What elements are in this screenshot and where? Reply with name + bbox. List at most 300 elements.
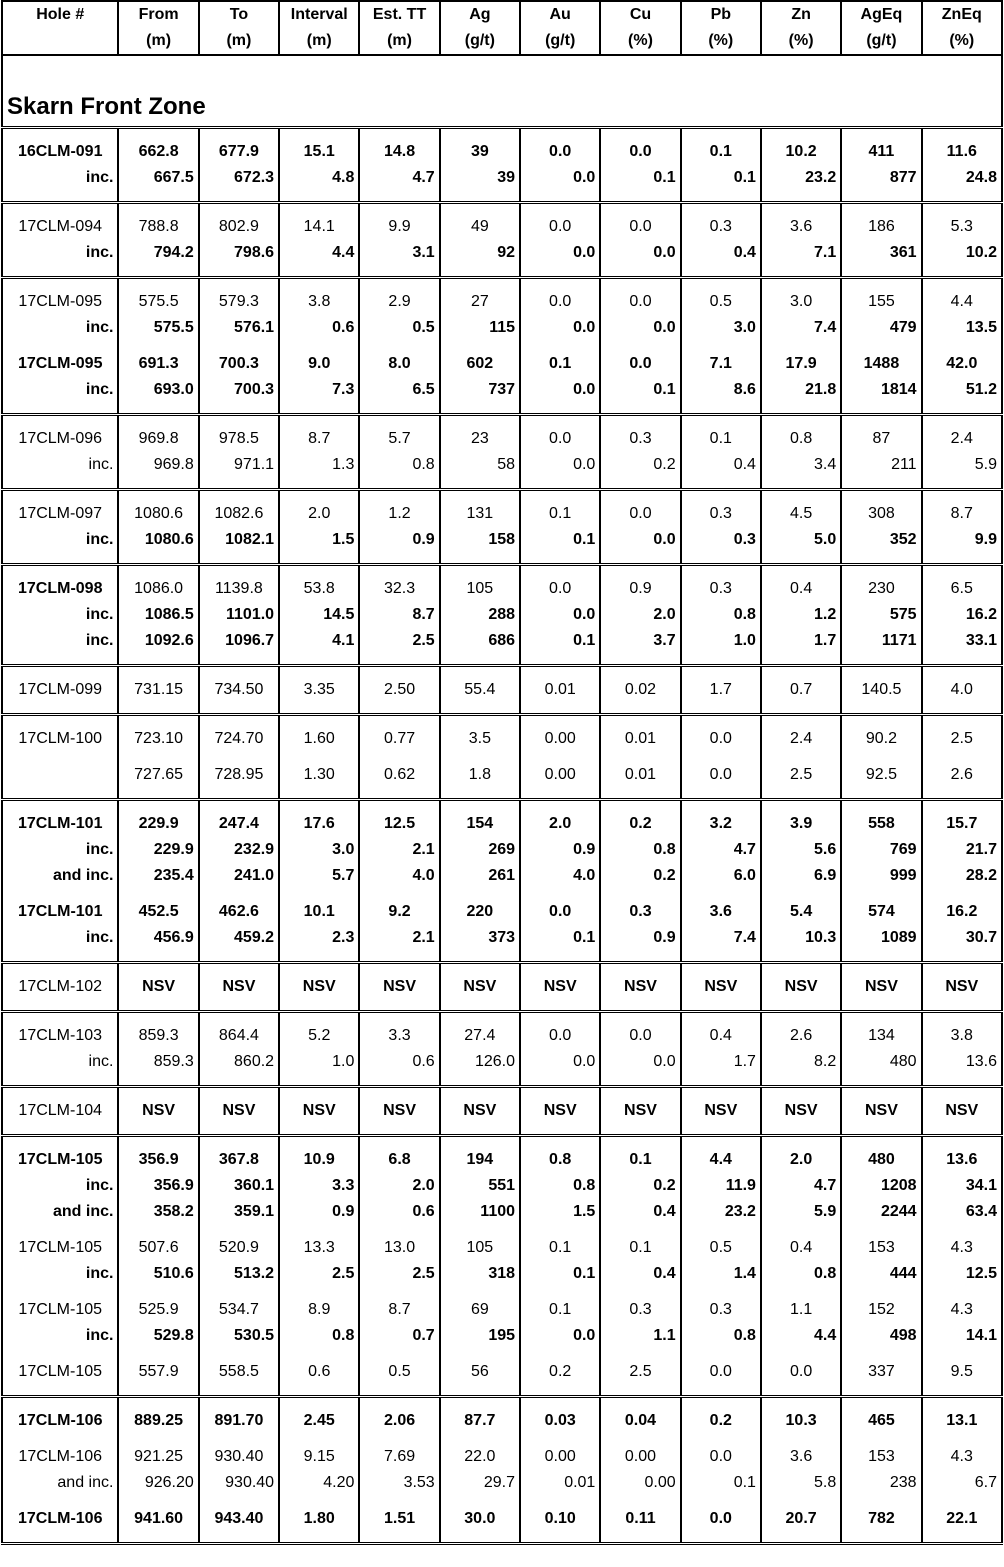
value-cell: 1092.6 (118, 628, 198, 654)
value-cell: 23.2 (681, 1199, 761, 1225)
table-row (2, 1023, 1002, 1049)
value-cell: 0.1 (600, 1147, 680, 1173)
value-cell: 4.4 (922, 289, 1002, 315)
value-cell: 864.4 (199, 1023, 279, 1049)
value-cell: 5.7 (359, 426, 439, 452)
value-cell: 352 (841, 527, 921, 553)
value-cell: 0.0 (520, 602, 600, 628)
drill-hole-group (2, 415, 1002, 490)
value-cell: 6.5 (922, 576, 1002, 602)
value-cell: 0.4 (681, 1023, 761, 1049)
value-cell: 0.1 (681, 1470, 761, 1496)
value-cell: 0.77 (359, 726, 439, 752)
value-cell: 0.4 (681, 240, 761, 266)
value-cell: 0.1 (600, 165, 680, 191)
value-cell: 49 (440, 214, 520, 240)
value-cell: 9.0 (279, 351, 359, 377)
value-cell: NSV (279, 974, 359, 1000)
value-cell: NSV (681, 974, 761, 1000)
value-cell: 0.0 (520, 240, 600, 266)
value-cell: 373 (440, 925, 520, 951)
value-cell: 0.1 (520, 1261, 600, 1287)
value-cell: NSV (922, 974, 1002, 1000)
value-cell: 58 (440, 452, 520, 478)
table-row (2, 139, 1002, 165)
group-spacer (2, 565, 1002, 577)
value-cell: 0.00 (520, 1444, 600, 1470)
value-cell: 1.3 (279, 452, 359, 478)
value-cell: 55.4 (440, 677, 520, 703)
value-cell: 10.3 (761, 925, 841, 951)
group-spacer (2, 1000, 1002, 1012)
value-cell: 769 (841, 837, 921, 863)
table-row (2, 289, 1002, 315)
value-cell: 0.0 (761, 1359, 841, 1385)
value-cell: 2.1 (359, 837, 439, 863)
value-cell: 7.4 (761, 315, 841, 341)
value-cell: 2.45 (279, 1408, 359, 1434)
value-cell: 943.40 (199, 1506, 279, 1532)
value-cell: NSV (681, 1098, 761, 1124)
value-cell: 691.3 (118, 351, 198, 377)
value-cell: 3.35 (279, 677, 359, 703)
value-cell: 602 (440, 351, 520, 377)
drill-hole-group (2, 128, 1002, 203)
row-spacer (2, 889, 1002, 899)
value-cell: 0.02 (600, 677, 680, 703)
value-cell: 0.7 (761, 677, 841, 703)
table-subrow (2, 315, 1002, 341)
value-cell: 1814 (841, 377, 921, 403)
hole-id-cell: 16CLM-091 (2, 139, 118, 165)
hole-id-cell: inc. (2, 527, 118, 553)
value-cell: 4.4 (279, 240, 359, 266)
value-cell: 3.0 (761, 289, 841, 315)
group-spacer (2, 951, 1002, 963)
row-spacer (2, 1434, 1002, 1444)
value-cell: 2.4 (922, 426, 1002, 452)
column-header-label: Ag (469, 6, 491, 23)
value-cell: 1086.0 (118, 576, 198, 602)
value-cell: 479 (841, 315, 921, 341)
value-cell: 930.40 (199, 1444, 279, 1470)
value-cell: 3.8 (922, 1023, 1002, 1049)
table-row (2, 1444, 1002, 1470)
value-cell: 0.0 (600, 1023, 680, 1049)
column-header-unit: (m) (226, 32, 252, 49)
value-cell: 4.3 (922, 1444, 1002, 1470)
value-cell: 288 (440, 602, 520, 628)
value-cell: 999 (841, 863, 921, 889)
column-header-unit: (%) (788, 32, 814, 49)
table-subrow (2, 602, 1002, 628)
group-spacer (2, 266, 1002, 278)
hole-id-cell: and inc. (2, 863, 118, 889)
column-header-label: To (229, 6, 249, 23)
hole-id-cell: 17CLM-105 (2, 1297, 118, 1323)
value-cell: 459.2 (199, 925, 279, 951)
value-cell: 0.2 (600, 863, 680, 889)
value-cell: 1082.1 (199, 527, 279, 553)
group-spacer (2, 1385, 1002, 1397)
value-cell: 5.8 (761, 1470, 841, 1496)
value-cell: 498 (841, 1323, 921, 1349)
value-cell: 0.0 (520, 899, 600, 925)
row-spacer (2, 752, 1002, 762)
value-cell: 232.9 (199, 837, 279, 863)
table-row (2, 1408, 1002, 1434)
value-cell: 2.06 (359, 1408, 439, 1434)
value-cell: 6.5 (359, 377, 439, 403)
value-cell: 0.8 (520, 1147, 600, 1173)
value-cell: 677.9 (199, 139, 279, 165)
value-cell: 1488 (841, 351, 921, 377)
hole-id-cell: 17CLM-095 (2, 289, 118, 315)
column-header-label: Cu (629, 6, 652, 23)
value-cell: 13.6 (922, 1049, 1002, 1075)
value-cell: 13.1 (922, 1408, 1002, 1434)
value-cell: 0.4 (600, 1261, 680, 1287)
value-cell: 724.70 (199, 726, 279, 752)
hole-id-cell: inc. (2, 1173, 118, 1199)
table-subrow (2, 377, 1002, 403)
group-spacer (2, 1012, 1002, 1024)
hole-id-cell: and inc. (2, 1199, 118, 1225)
value-cell: 0.5 (681, 289, 761, 315)
value-cell: 12.5 (359, 811, 439, 837)
value-cell: 0.0 (600, 351, 680, 377)
value-cell: 3.2 (681, 811, 761, 837)
value-cell: 11.9 (681, 1173, 761, 1199)
value-cell: NSV (199, 1098, 279, 1124)
table-row (2, 214, 1002, 240)
value-cell: NSV (761, 974, 841, 1000)
value-cell: 452.5 (118, 899, 198, 925)
value-cell: 0.9 (279, 1199, 359, 1225)
value-cell: 4.5 (761, 501, 841, 527)
column-header (681, 1, 761, 55)
hole-id-cell: 17CLM-104 (2, 1098, 118, 1124)
table-subrow (2, 628, 1002, 654)
hole-id-cell: 17CLM-099 (2, 677, 118, 703)
column-header-unit: (m) (146, 32, 172, 49)
column-header-label: ZnEq (941, 6, 982, 23)
value-cell: 5.7 (279, 863, 359, 889)
value-cell: 3.7 (600, 628, 680, 654)
value-cell: 971.1 (199, 452, 279, 478)
value-cell: 667.5 (118, 165, 198, 191)
value-cell: NSV (841, 1098, 921, 1124)
group-spacer (2, 1397, 1002, 1409)
value-cell: 6.0 (681, 863, 761, 889)
value-cell: 530.5 (199, 1323, 279, 1349)
hole-id-cell: inc. (2, 925, 118, 951)
value-cell: 367.8 (199, 1147, 279, 1173)
table-subrow (2, 925, 1002, 951)
value-cell: 10.2 (922, 240, 1002, 266)
value-cell: 92 (440, 240, 520, 266)
value-cell: 153 (841, 1235, 921, 1261)
group-spacer (2, 553, 1002, 565)
table-subrow (2, 1049, 1002, 1075)
table-subrow (2, 1323, 1002, 1349)
value-cell: NSV (922, 1098, 1002, 1124)
value-cell: 0.6 (359, 1049, 439, 1075)
value-cell: 2.5 (359, 1261, 439, 1287)
value-cell: 9.9 (922, 527, 1002, 553)
value-cell: 51.2 (922, 377, 1002, 403)
value-cell: 480 (841, 1147, 921, 1173)
value-cell: 3.8 (279, 289, 359, 315)
value-cell: 6.9 (761, 863, 841, 889)
value-cell: 5.6 (761, 837, 841, 863)
drill-hole-group (2, 565, 1002, 666)
table-subrow (2, 1173, 1002, 1199)
value-cell: 1.51 (359, 1506, 439, 1532)
value-cell: 1.30 (279, 762, 359, 788)
table-row (2, 1297, 1002, 1323)
value-cell: 2.3 (279, 925, 359, 951)
value-cell: 11.6 (922, 139, 1002, 165)
value-cell: 1.60 (279, 726, 359, 752)
value-cell: 152 (841, 1297, 921, 1323)
value-cell: 0.2 (520, 1359, 600, 1385)
value-cell: NSV (761, 1098, 841, 1124)
value-cell: 3.3 (359, 1023, 439, 1049)
value-cell: 0.0 (600, 315, 680, 341)
value-cell: 0.0 (520, 426, 600, 452)
hole-id-cell: inc. (2, 628, 118, 654)
hole-id-cell: 17CLM-106 (2, 1444, 118, 1470)
value-cell: 9.2 (359, 899, 439, 925)
hole-id-cell: inc. (2, 1261, 118, 1287)
value-cell: 105 (440, 576, 520, 602)
value-cell: 0.0 (600, 501, 680, 527)
value-cell: 10.1 (279, 899, 359, 925)
value-cell: 10.9 (279, 1147, 359, 1173)
table-row (2, 1098, 1002, 1124)
value-cell: 1.0 (279, 1049, 359, 1075)
row-spacer (2, 1225, 1002, 1235)
value-cell: 3.6 (761, 1444, 841, 1470)
value-cell: NSV (600, 974, 680, 1000)
value-cell: 0.10 (520, 1506, 600, 1532)
value-cell: 0.9 (359, 527, 439, 553)
value-cell: 0.8 (600, 837, 680, 863)
value-cell: 16.2 (922, 602, 1002, 628)
group-spacer (2, 788, 1002, 800)
value-cell: NSV (118, 1098, 198, 1124)
drill-hole-group (2, 666, 1002, 715)
value-cell: 8.2 (761, 1049, 841, 1075)
value-cell: 0.5 (681, 1235, 761, 1261)
value-cell: 1086.5 (118, 602, 198, 628)
column-header (359, 1, 439, 55)
value-cell: 90.2 (841, 726, 921, 752)
value-cell: 1080.6 (118, 527, 198, 553)
group-spacer (2, 654, 1002, 666)
value-cell: 5.9 (761, 1199, 841, 1225)
value-cell: 0.0 (600, 214, 680, 240)
column-header-label: From (138, 6, 179, 23)
value-cell: 2.0 (761, 1147, 841, 1173)
drill-hole-group (2, 203, 1002, 278)
hole-id-cell: inc. (2, 452, 118, 478)
column-header-unit: (m) (387, 32, 412, 49)
value-cell: 3.1 (359, 240, 439, 266)
value-cell: 220 (440, 899, 520, 925)
zone-title: Skarn Front Zone (2, 55, 1002, 128)
row-spacer (2, 1496, 1002, 1506)
value-cell: 513.2 (199, 1261, 279, 1287)
value-cell: NSV (520, 974, 600, 1000)
value-cell: 4.7 (681, 837, 761, 863)
hole-id-cell: inc. (2, 837, 118, 863)
value-cell: 27.4 (440, 1023, 520, 1049)
value-cell: 4.3 (922, 1235, 1002, 1261)
value-cell: 105 (440, 1235, 520, 1261)
value-cell: 0.3 (600, 426, 680, 452)
value-cell: 229.9 (118, 811, 198, 837)
value-cell: 5.2 (279, 1023, 359, 1049)
value-cell: 2.9 (359, 289, 439, 315)
value-cell: 510.6 (118, 1261, 198, 1287)
value-cell: 2.0 (600, 602, 680, 628)
value-cell: 700.3 (199, 351, 279, 377)
value-cell: 1096.7 (199, 628, 279, 654)
value-cell: 1.7 (681, 677, 761, 703)
table-row (2, 762, 1002, 788)
table-row (2, 677, 1002, 703)
value-cell: 662.8 (118, 139, 198, 165)
value-cell: 0.0 (600, 240, 680, 266)
value-cell: 23 (440, 426, 520, 452)
value-cell: 7.4 (681, 925, 761, 951)
value-cell: 0.2 (600, 452, 680, 478)
value-cell: 3.4 (761, 452, 841, 478)
value-cell: 891.70 (199, 1408, 279, 1434)
value-cell: NSV (359, 1098, 439, 1124)
value-cell: 33.1 (922, 628, 1002, 654)
value-cell: 0.8 (761, 1261, 841, 1287)
value-cell: 1.5 (279, 527, 359, 553)
value-cell: 5.3 (922, 214, 1002, 240)
value-cell: 34.1 (922, 1173, 1002, 1199)
group-spacer (2, 1124, 1002, 1136)
value-cell: 0.0 (520, 452, 600, 478)
value-cell: 14.5 (279, 602, 359, 628)
value-cell: 3.0 (279, 837, 359, 863)
value-cell: 0.0 (681, 1506, 761, 1532)
value-cell: 4.1 (279, 628, 359, 654)
value-cell: 0.8 (761, 426, 841, 452)
drill-hole-group (2, 963, 1002, 1012)
value-cell: 0.04 (600, 1408, 680, 1434)
value-cell: 0.03 (520, 1408, 600, 1434)
hole-id-cell: inc. (2, 240, 118, 266)
value-cell: 0.4 (681, 452, 761, 478)
drill-hole-group (2, 800, 1002, 963)
value-cell: 39 (440, 139, 520, 165)
drill-hole-group (2, 715, 1002, 800)
value-cell: 115 (440, 315, 520, 341)
group-spacer (2, 490, 1002, 502)
hole-id-cell: inc. (2, 315, 118, 341)
value-cell: 1.2 (359, 501, 439, 527)
value-cell: 7.3 (279, 377, 359, 403)
value-cell: 0.8 (279, 1323, 359, 1349)
value-cell: 0.8 (520, 1173, 600, 1199)
value-cell: 4.0 (922, 677, 1002, 703)
value-cell: 0.0 (681, 1444, 761, 1470)
table-row (2, 1147, 1002, 1173)
value-cell: 359.1 (199, 1199, 279, 1225)
table-row (2, 426, 1002, 452)
value-cell: 21.8 (761, 377, 841, 403)
group-spacer (2, 1075, 1002, 1087)
value-cell: 859.3 (118, 1023, 198, 1049)
value-cell: 0.01 (520, 677, 600, 703)
value-cell: 1.1 (761, 1297, 841, 1323)
group-spacer (2, 1532, 1002, 1544)
value-cell: 5.4 (761, 899, 841, 925)
value-cell: 356.9 (118, 1147, 198, 1173)
value-cell: 0.00 (520, 726, 600, 752)
column-header (2, 1, 118, 55)
zone-title-row (2, 55, 1002, 128)
value-cell: 3.0 (681, 315, 761, 341)
table-row (2, 1359, 1002, 1385)
value-cell: 261 (440, 863, 520, 889)
value-cell: 737 (440, 377, 520, 403)
value-cell: 356.9 (118, 1173, 198, 1199)
value-cell: 1.7 (761, 628, 841, 654)
drill-hole-group (2, 1397, 1002, 1544)
value-cell: 241.0 (199, 863, 279, 889)
value-cell: 941.60 (118, 1506, 198, 1532)
hole-id-cell: 17CLM-105 (2, 1359, 118, 1385)
table-subrow (2, 165, 1002, 191)
table-subrow (2, 1261, 1002, 1287)
value-cell: 2.50 (359, 677, 439, 703)
value-cell: 1100 (440, 1199, 520, 1225)
value-cell: 0.1 (520, 527, 600, 553)
value-cell: 557.9 (118, 1359, 198, 1385)
value-cell: 2.5 (922, 726, 1002, 752)
value-cell: 579.3 (199, 289, 279, 315)
value-cell: 930.40 (199, 1470, 279, 1496)
value-cell: 534.7 (199, 1297, 279, 1323)
value-cell: 525.9 (118, 1297, 198, 1323)
value-cell: 3.6 (761, 214, 841, 240)
column-header (199, 1, 279, 55)
value-cell: 1089 (841, 925, 921, 951)
value-cell: 30.7 (922, 925, 1002, 951)
value-cell: 0.01 (520, 1470, 600, 1496)
value-cell: 8.7 (359, 602, 439, 628)
column-header-unit (7, 28, 113, 54)
value-cell: 693.0 (118, 377, 198, 403)
hole-id-cell: 17CLM-105 (2, 1147, 118, 1173)
hole-id-cell: 17CLM-103 (2, 1023, 118, 1049)
value-cell: 17.6 (279, 811, 359, 837)
hole-id-cell: 17CLM-094 (2, 214, 118, 240)
value-cell: 0.2 (600, 1173, 680, 1199)
hole-id-cell: inc. (2, 165, 118, 191)
table-row (2, 811, 1002, 837)
value-cell: 4.3 (922, 1297, 1002, 1323)
value-cell: 0.9 (600, 925, 680, 951)
